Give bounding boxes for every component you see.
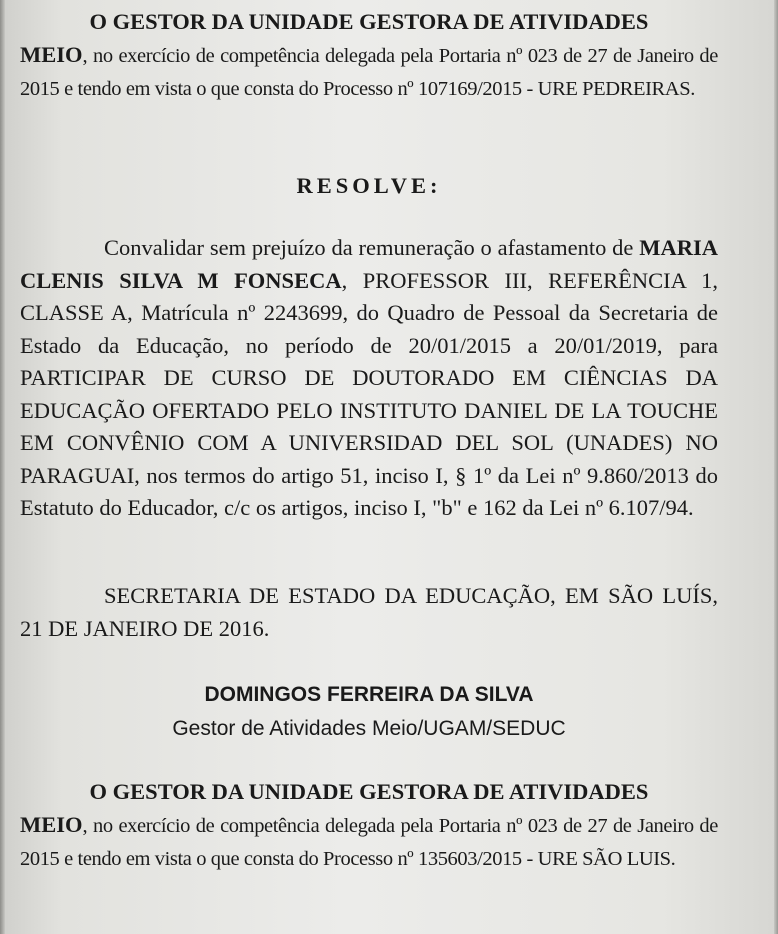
resolution-body xyxy=(20,232,718,525)
employee-name: MARIA CLENIS SILVA M FONSECA xyxy=(20,235,719,293)
page-left-edge xyxy=(0,0,5,934)
place-date xyxy=(20,580,718,645)
first-act-paragraph xyxy=(20,6,718,106)
signatory-name: DOMINGOS FERREIRA DA SILVA xyxy=(204,683,534,706)
resolve-heading xyxy=(20,170,718,203)
first-act-heading: O GESTOR DA UNIDADE GESTORA DE ATIVIDADES xyxy=(89,9,649,34)
signature-block xyxy=(20,678,718,746)
page-right-edge xyxy=(774,0,778,934)
second-act-text: , no exercício de competência delegada pela Portaria nº 023 de 27 de Janeiro de 2015 e tendo em vista o que consta do Processo nº 135603/2015 - URE SÃO LUIS. xyxy=(20,814,718,870)
second-act-paragraph xyxy=(20,776,718,876)
resolution-intro: Convalidar sem prejuízo da remuneração o afastamento de xyxy=(104,235,634,260)
first-act-text: , no exercício de competência delegada pela Portaria nº 023 de 27 de Janeiro de 2015 e tendo em vista o que consta do Processo nº 107169/2015 - URE PEDREIRAS. xyxy=(20,44,718,100)
signatory-title: Gestor de Atividades Meio/UGAM/SEDUC xyxy=(172,717,566,740)
resolve-label: RESOLVE: xyxy=(296,173,442,198)
first-act-lead: MEIO xyxy=(20,41,83,67)
second-act-lead: MEIO xyxy=(20,811,83,837)
second-act-heading: O GESTOR DA UNIDADE GESTORA DE ATIVIDADES xyxy=(89,779,649,804)
place-date-text: SECRETARIA DE ESTADO DA EDUCAÇÃO, EM SÃO LUÍS, 21 DE JANEIRO DE 2016. xyxy=(20,583,718,641)
resolution-text: , PROFESSOR III, REFERÊNCIA 1, CLASSE A, Matrícula nº 2243699, do Quadro de Pessoal da Secretaria de Estado da Educação, no período de 20/01/2015 a 20/01/2019, para PARTICIPAR DE CURSO DE DOUTORADO EM CIÊNCIAS DA EDUCAÇÃO OFERTADO PELO INSTITUTO DANIEL DE LA TOUCHE EM CONVÊNIO COM A UNIVERSIDAD DEL SOL (UNADES) NO PARAGUAI, nos termos do artigo 51, inciso I, § 1º da Lei nº 9.860/2013 do Estatuto do Educador, c/c os artigos, inciso I, "b" e 162 da Lei nº 6.107/94. xyxy=(20,267,718,520)
